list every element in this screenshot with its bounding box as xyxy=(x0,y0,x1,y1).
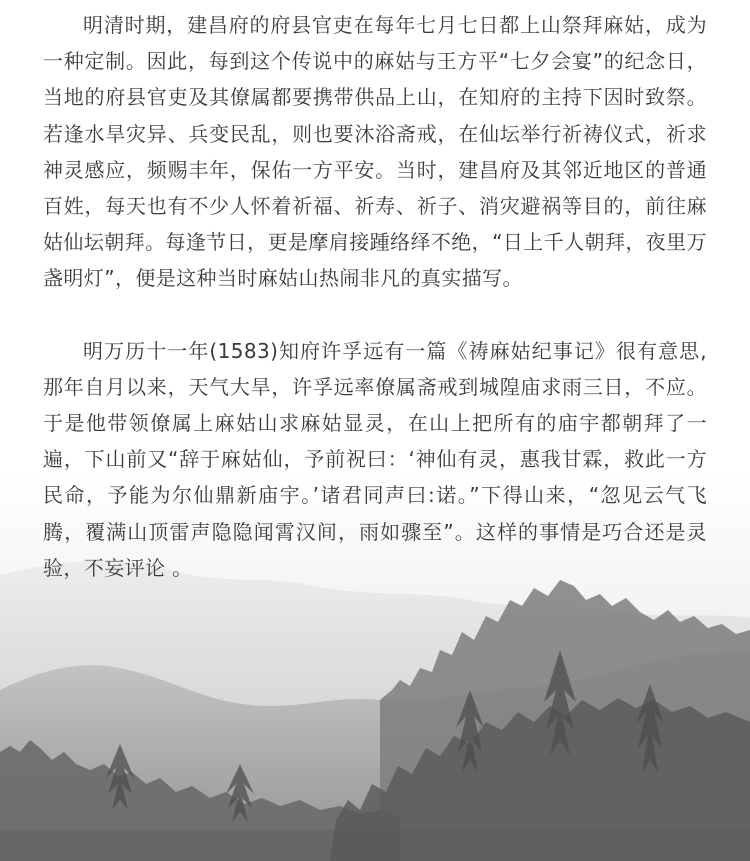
ground-mist xyxy=(0,830,750,861)
article-paragraph-1: 明清时期，建昌府的府县官吏在每年七月七日都上山祭拜麻姑，成为一种定制。因此，每到这个传说中的麻姑与王方平“七夕会宴”的纪念日，当地的府县官吏及其僚属都要携带供品上山，在知府的主持下因时致祭。若逢水旱灾异、兵变民乱，则也要沐浴斋戒，在仙坛举行祈祷仪式，祈求神灵感应，频赐丰年，保佑一方平安。当时，建昌府及其邻近地区的普通百姓，每天也有不少人怀着祈福、祈寿、祈子、消灾避祸等目的，前往麻姑仙坛朝拜。每逢节日，更是摩肩接踵络绎不绝，“日上千人朝拜，夜里万盏明灯”，便是这种当时麻姑山热闹非凡的真实描写。 xyxy=(43,13,707,291)
article xyxy=(43,7,707,586)
article-paragraph-2: 明万历十一年(1583)知府许孚远有一篇《祷麻姑纪事记》很有意思,那年自月以来，天气大旱，许孚远率僚属斋戒到城隍庙求雨三日，不应。于是他带领僚属上麻姑山求麻姑显灵，在山上把所有的庙宇都朝拜了一遍，下山前又“辞于麻姑仙，予前祝曰：‘神仙有灵，惠我甘霖，救此一方民命，予能为尔仙鼎新庙宇。’诸君同声曰:诺。”下得山来，“忽见云气飞腾，覆满山顶雷声隐隐闻霄汉间，雨如骤至”。这样的事情是巧合还是灵验，不妄评论 。 xyxy=(43,338,707,580)
